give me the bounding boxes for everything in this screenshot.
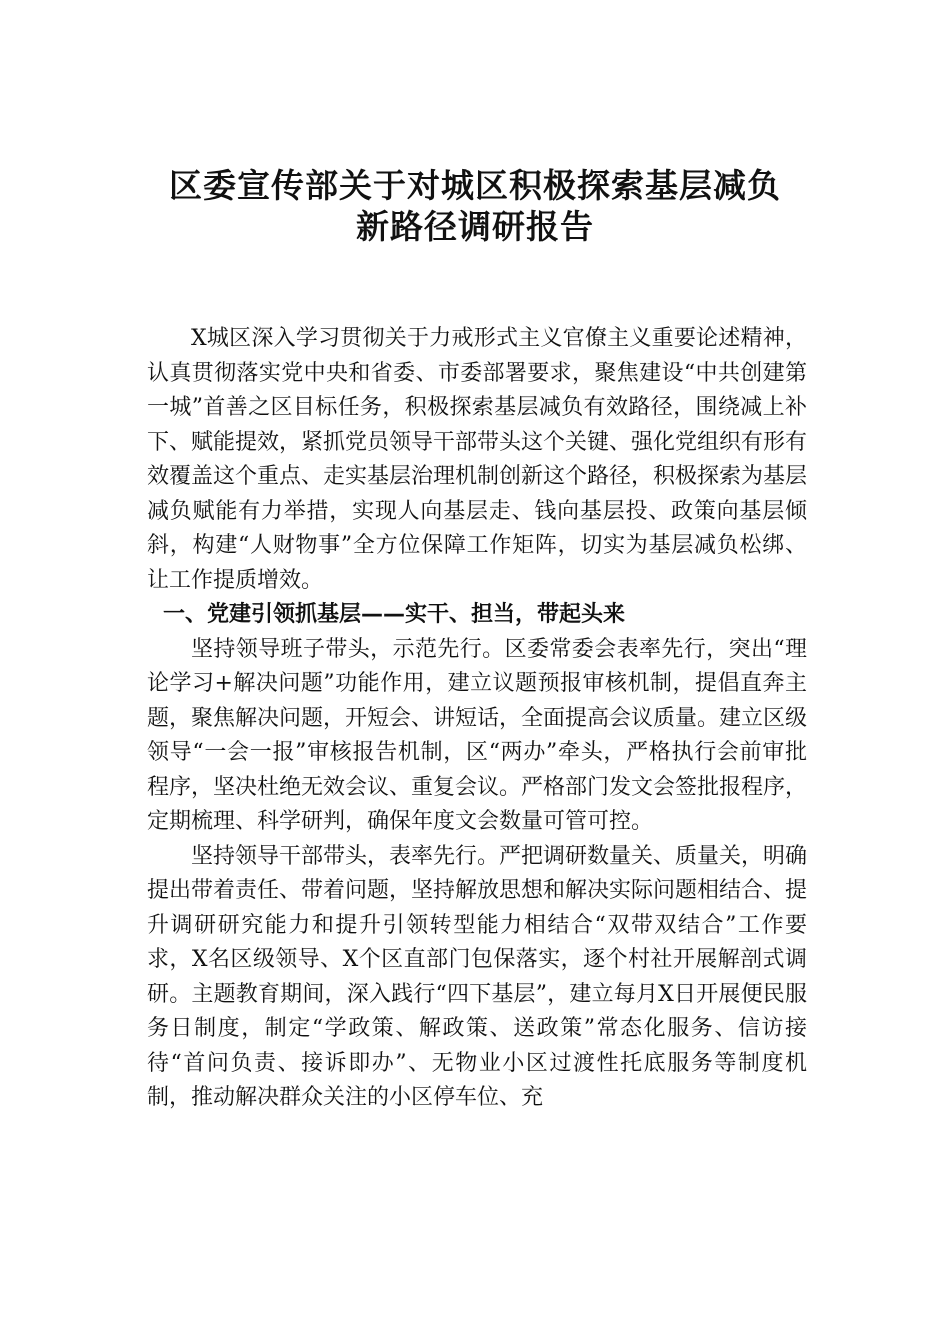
section-heading-1: 一、党建引领抓基层——实干、担当，带起头来 [163,602,626,627]
document-body [147,322,807,1116]
document-title-line-1: 区委宣传部关于对城区积极探索基层减负 [169,166,781,205]
body-paragraph-2: 坚持领导干部带头，表率先行。严把调研数量关、质量关，明确提出带着责任、带着问题，坚持解放思想和解决实际问题相结合、提升调研研究能力和提升引领转型能力相结合“双带双结合”工作要求，X名区级领导、X个区直部门包保落实，逐个村社开展解剖式调研。主题教育期间，深入践行“四下基层”，建立每月X日开展便民服务日制度，制定“学政策、解政策、送政策”常态化服务、信访接待“首问负责、接诉即办”、无物业小区过渡性托底服务等制度机制，推动解决群众关注的小区停车位、充 [147,843,808,1110]
document-title-line-2: 新路径调研报告 [356,207,594,246]
body-paragraph-1: 坚持领导班子带头，示范先行。区委常委会表率先行，突出“理论学习+解决问题”功能作用，建立议题预报审核机制，提倡直奔主题，聚焦解决问题，开短会、讲短话，全面提高会议质量。建立区级领导“一会一报”审核报告机制，区“两办”牵头，严格执行会前审批程序，坚决杜绝无效会议、重复会议。严格部门发文会签批报程序，定期梳理、科学研判，确保年度文会数量可管可控。 [147,636,808,834]
intro-paragraph: X城区深入学习贯彻关于力戒形式主义官僚主义重要论述精神，认真贯彻落实党中央和省委、市委部署要求，聚焦建设“中共创建第一城”首善之区目标任务，积极探索基层减负有效路径，围绕减上补下、赋能提效，紧抓党员领导干部带头这个关键、强化党组织有形有效覆盖这个重点、走实基层治理机制创新这个路径，积极探索为基层减负赋能有力举措，实现人向基层走、钱向基层投、政策向基层倾斜，构建“人财物事”全方位保障工作矩阵，切实为基层减负松绑、让工作提质增效。 [147,326,808,593]
